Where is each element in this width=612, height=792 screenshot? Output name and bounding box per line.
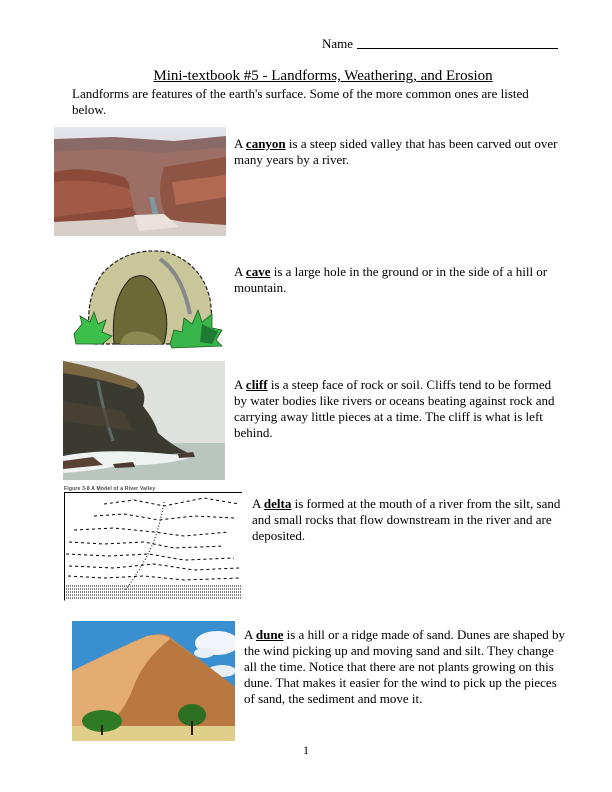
name-field[interactable] — [322, 36, 558, 52]
page-title: Mini-textbook #5 - Landforms, Weathering, and Erosion — [153, 68, 493, 84]
name-label: Name — [322, 36, 354, 51]
landform-cave: A cave is a large hole in the ground or in the side of a hill or mountain. — [234, 264, 548, 295]
delta-image — [64, 492, 242, 601]
landform-cliff: A cliff is a steep face of rock or soil. Cliffs tend to be formed by water bodies like rivers or oceans beating against rock and carrying away little pieces at a time. The cliff is what is left behind. — [234, 377, 555, 440]
cliff-image — [63, 361, 225, 480]
delta-figure-caption: Figure 3-8 A Model of a River Valley — [64, 486, 156, 492]
term-canyon: canyon — [245, 136, 286, 151]
landform-dune: A dune is a hill or a ridge made of sand. Dunes are shaped by the wind picking up and moving sand and silt. They change all the time. Notice that there are not plants growing on this dune. That makes it easier for the wind to pick up the pieces of sand, the sediment and move it. — [244, 627, 565, 706]
cave-image — [72, 244, 224, 350]
page-number: 1 — [303, 743, 309, 757]
term-cave: cave — [245, 264, 271, 279]
dune-image — [72, 621, 235, 741]
intro-paragraph: Landforms are features of the earth's surface. Some of the more common ones are listed below. — [72, 86, 529, 117]
name-blank-line[interactable] — [357, 48, 558, 49]
term-delta: delta — [263, 496, 292, 511]
landform-canyon: A canyon is a steep sided valley that has been carved out over many years by a river. — [234, 136, 558, 167]
landform-delta: A delta is formed at the mouth of a river from the silt, sand and small rocks that flow downstream in the river and are deposited. — [252, 496, 561, 543]
canyon-image — [54, 127, 226, 236]
term-dune: dune — [255, 627, 284, 642]
term-cliff: cliff — [245, 377, 268, 392]
